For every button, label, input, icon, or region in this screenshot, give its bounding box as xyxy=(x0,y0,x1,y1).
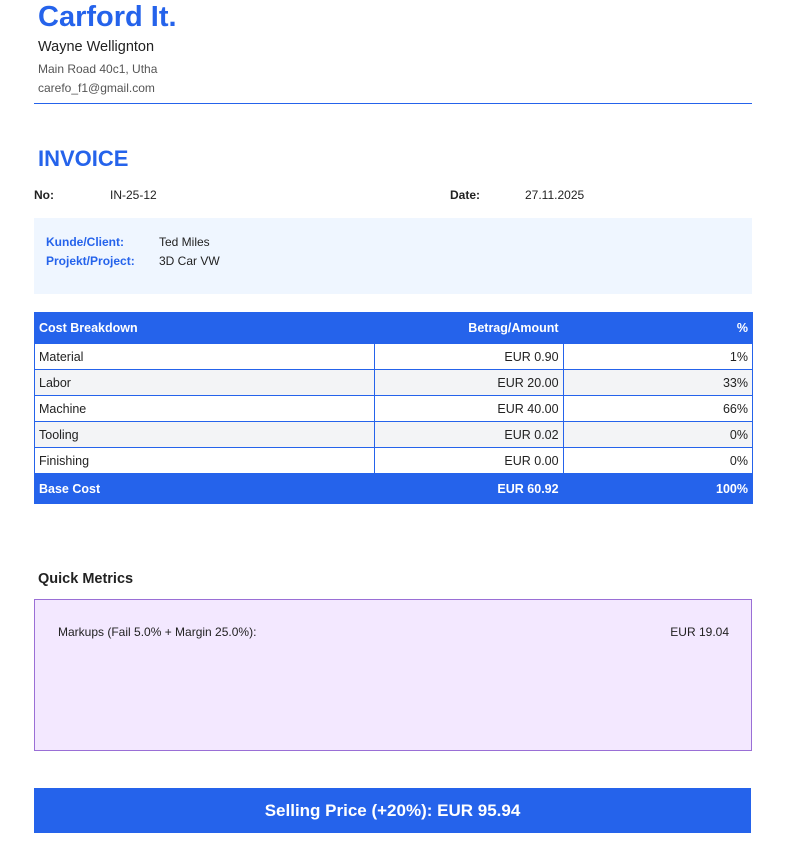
owner-name: Wayne Wellignton xyxy=(38,39,155,55)
project-label: Projekt/Project: xyxy=(46,254,135,268)
selling-price-text: Selling Price (+20%): EUR 95.94 xyxy=(264,800,521,820)
header-divider xyxy=(34,103,752,104)
invoice-number-label: No: xyxy=(34,188,54,202)
table-row xyxy=(35,370,753,396)
cost-percent: 33% xyxy=(563,370,752,396)
base-cost-label: Base Cost xyxy=(35,474,375,504)
company-name: Carford It. xyxy=(38,1,177,33)
cost-breakdown-table xyxy=(34,312,753,504)
cost-item: Finishing xyxy=(35,448,375,474)
base-cost-amount: EUR 60.92 xyxy=(374,474,563,504)
table-row xyxy=(35,396,753,422)
cost-item: Tooling xyxy=(35,422,375,448)
base-cost-percent: 100% xyxy=(563,474,752,504)
cost-item: Machine xyxy=(35,396,375,422)
cost-amount: EUR 0.00 xyxy=(374,448,563,474)
cost-amount: EUR 0.90 xyxy=(374,344,563,370)
company-email: carefo_f1@gmail.com xyxy=(38,81,155,95)
invoice-title: INVOICE xyxy=(38,146,129,171)
cost-item: Labor xyxy=(35,370,375,396)
cost-item: Material xyxy=(35,344,375,370)
selling-price-bar xyxy=(34,788,751,833)
company-address: Main Road 40c1, Utha xyxy=(38,62,158,76)
cost-amount: EUR 20.00 xyxy=(374,370,563,396)
header-percent: % xyxy=(563,313,752,344)
project-name: 3D Car VW xyxy=(159,254,220,268)
cost-amount: EUR 40.00 xyxy=(374,396,563,422)
cost-amount: EUR 0.02 xyxy=(374,422,563,448)
table-row xyxy=(35,344,753,370)
invoice-number: IN-25-12 xyxy=(110,188,157,202)
client-name: Ted Miles xyxy=(159,235,210,249)
invoice-date-label: Date: xyxy=(450,188,481,202)
markups-label: Markups (Fail 5.0% + Margin 25.0%): xyxy=(58,625,257,639)
cost-percent: 0% xyxy=(563,448,752,474)
cost-percent: 1% xyxy=(563,344,752,370)
table-row xyxy=(35,448,753,474)
header-amount: Betrag/Amount xyxy=(374,313,563,344)
table-row xyxy=(35,422,753,448)
invoice-date: 27.11.2025 xyxy=(525,188,585,202)
header-cost-breakdown: Cost Breakdown xyxy=(35,313,375,344)
cost-percent: 0% xyxy=(563,422,752,448)
base-cost-row xyxy=(35,474,753,504)
client-label: Kunde/Client: xyxy=(46,235,124,249)
quick-metrics-title: Quick Metrics xyxy=(38,571,134,587)
table-header-row xyxy=(35,313,753,344)
quick-metrics-box xyxy=(34,599,752,751)
client-info-box xyxy=(34,218,752,294)
markups-value: EUR 19.04 xyxy=(670,625,729,639)
cost-percent: 66% xyxy=(563,396,752,422)
